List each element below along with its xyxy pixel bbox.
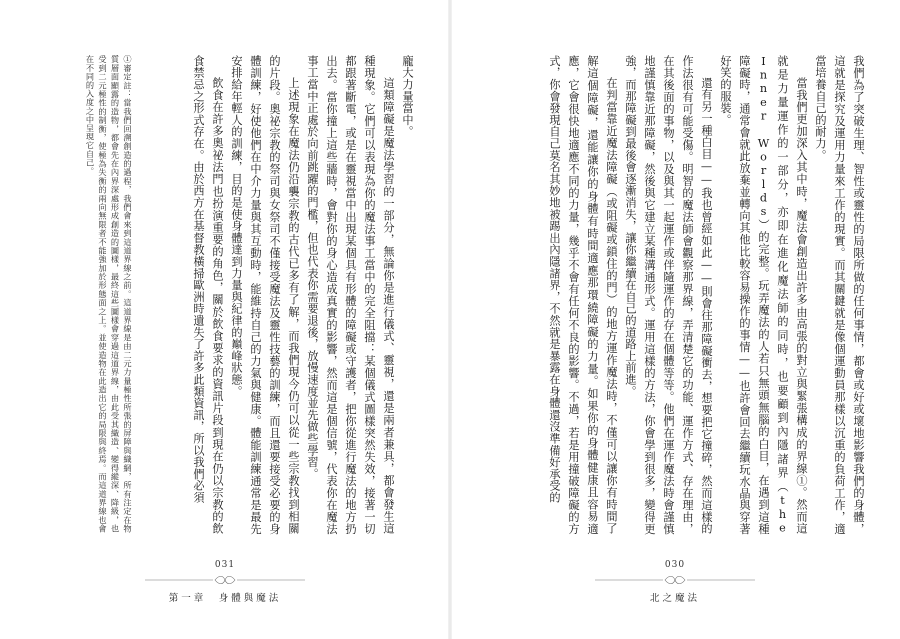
right-page [450,0,900,639]
footnote-text: ①審定註：當我們回溯創造的過程，我們會來到這道界線之前。這道界線是由二元力量極性所張的屏障與織網，所有注定在物質層面顯露的造物，都會先在內界深處形成創造的圖樣，最終這些圖樣會穿過這道界線，由此受其織造、變得縱深、降級，也受到二元極性的制衡，使極為失衡的兩向無限者不能強加於形態面之上。並使造物在此造出它的局限與終焉。而這道界線也會在不同的入度之中呈現它自己。 [85,55,133,533]
paragraph: 還有另一種白目——我也曾經如此——則會往那障礙衝去，想要把它撞碎，然而這樣的作法很有可能受傷。明智的魔法師會觀察那界線，弄清楚它的功能、運作方式、存在理由，在其後面的事物，以及與其一起運作或伴隨運作的存在個體等等。他們在運作魔法時會謹慎地謹慎靠近那障礙，然後與它建立某種溝通形式。運用這樣的方法，你會學到很多，變得更強，而那障礙到最後會逐漸消失，讓你繼續在自己的道路上前進。 [624,55,713,535]
paragraph: 我們為了突破生理、智性或靈性的局限所做的任何事情，都會或好或壞地影響我們的身體，這就是探究及運用力量來工作的現實。而其關鍵就是像個運動員那樣以沉重的負荷工作，適當培養自己的耐力。 [814,55,865,535]
paragraph: 上述現象在魔法仍沿襲宗教的古代已多有了解，而我們現今仍可以從一些宗教找到相關的片段。奧祕宗教的祭司與女祭司不僅接受魔法及靈性技藝的訓練，而且還要接受必要的身體訓練，好使他們在中介力量與其互動時，能維持自己的力氣與健康。體能訓練通常是最先安排給年輕人的訓練，目的是使身體達到力量與紀律的巔峰狀態。 [230,55,300,535]
paragraph: 在判當靠近魔法障礙（或阻礙或鎖住的門）的地方運作魔法時，不僅可以讓你有時間了解這個障礙，還能讓你的身體有時間適應那環繞障礙的力量。如果你的身體健康且容易適應，它會很快地適應不同的力量，幾乎不會有任何不良的影響。不過，若是用撞破障礙的方式，你會發現自己莫名其妙地被踢出內隱諸界，不然就是暴露在身體還沒準備好承受的 [548,55,618,535]
page-number: 031 [214,560,236,570]
folio-ornament [145,573,305,587]
folio-ornament [595,573,755,587]
footnote [66,55,134,533]
running-head: 北之魔法 [649,593,700,604]
right-page-body [482,55,868,535]
running-head: 第一章 身體與魔法 [168,593,282,604]
page-number: 030 [664,560,686,570]
paragraph: 這類障礙是魔法學習的一部分，無論你是進行儀式、靈視，還是兩者兼具，都會發生這種現象。它們可以表現為你的魔法事工當中的完全阻擋：某個儀式圖樣突然失效，接著一切都跟著斷電，或是在靈視當中出現某個具有形體的障礙或守護者，把你從進行魔法的地方扔出去。當你撞上這些牆時，會對你的身心造成真實的影響，然而這是個信號，代表你在魔法事工當中正處於向前跳躍的門檻，但也代表你需要退後，放慢速度並先做些學習。 [306,55,395,535]
left-page-body [145,55,417,535]
paragraph: 龐大力量當中。 [401,55,414,138]
paragraph: 飲食在許多奧祕法門也扮演重要的角色，關於飲食要求的資訊片段到現在仍以宗教的飲食禁忌之形式存在。由於西方在基督教橫掃歐洲時遺失了許多此類資訊，所以我們必須 [192,55,224,535]
paragraph: 當我們更加深入其中時，魔法會創造出許多由高張的對立與緊張構成的界線①。然而這就是力量運作的一部分，亦即在進化魔法師的同時，也要顧到內隱諸界（the Inner Worlds）的完整。玩弄魔法的人若只無頭無腦的白目，在遇到這種障礙時，通常會就此放棄並轉向其他比較容易操作的事情——也許會回去繼續玩水晶與穿著好笑的服裝。 [719,55,808,535]
